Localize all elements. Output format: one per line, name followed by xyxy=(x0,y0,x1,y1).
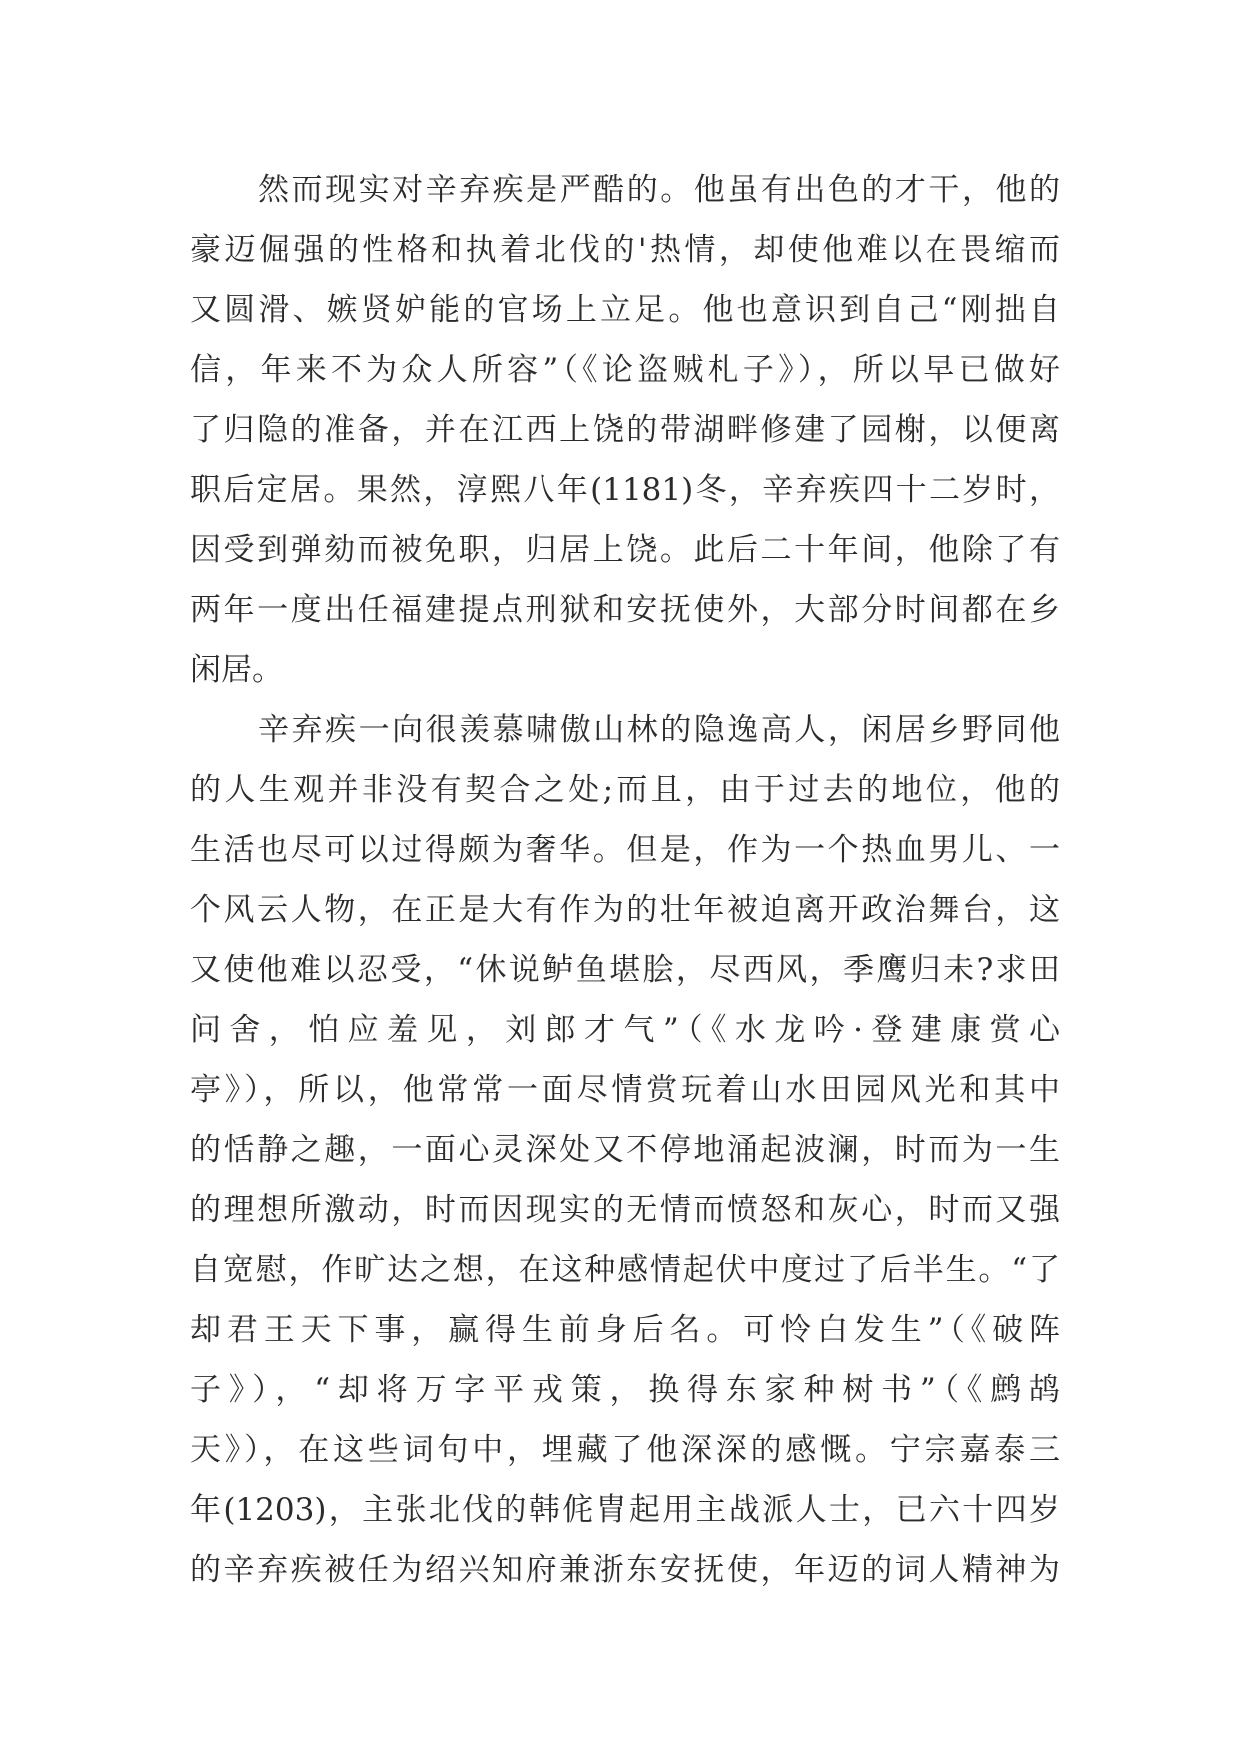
text-line: 辛弃疾一向很羡慕啸傲山林的隐逸高人，闲居乡野同他 xyxy=(258,712,1060,748)
text-line: 职后定居。果然，淳熙八年(1181)冬，辛弃疾四十二岁时， xyxy=(190,472,1060,508)
text-line: 闲居。 xyxy=(190,652,283,688)
text-line: 的辛弃疾被任为绍兴知府兼浙东安抚使，年迈的词人精神为 xyxy=(190,1552,1060,1588)
text-line: 的理想所激动，时而因现实的无情而愤怒和灰心，时而又强 xyxy=(190,1192,1060,1228)
text-line: 又圆滑、嫉贤妒能的官场上立足。他也意识到自己“刚拙自 xyxy=(190,292,1060,328)
paragraph xyxy=(190,700,1060,1600)
text-line: 又使他难以忍受，“休说鲈鱼堪脍，尽西风，季鹰归未?求田 xyxy=(190,952,1060,988)
text-line: 的恬静之趣，一面心灵深处又不停地涌起波澜，时而为一生 xyxy=(190,1132,1060,1168)
text-line: 信，年来不为众人所容”（《论盗贼札子》），所以早已做好 xyxy=(190,352,1060,388)
text-line: 子》），“却将万字平戎策，换得东家种树书”（《鹧鸪 xyxy=(190,1372,1060,1408)
text-line: 个风云人物，在正是大有作为的壮年被迫离开政治舞台，这 xyxy=(190,892,1060,928)
text-line: 然而现实对辛弃疾是严酷的。他虽有出色的才干，他的 xyxy=(258,172,1060,208)
text-line: 因受到弹劾而被免职，归居上饶。此后二十年间，他除了有 xyxy=(190,532,1060,568)
text-line: 却君王天下事，赢得生前身后名。可怜白发生”（《破阵 xyxy=(190,1312,1060,1348)
text-line: 的人生观并非没有契合之处;而且，由于过去的地位，他的 xyxy=(190,772,1060,808)
text-line: 两年一度出任福建提点刑狱和安抚使外，大部分时间都在乡 xyxy=(190,592,1060,628)
paragraph xyxy=(190,160,1060,700)
text-line: 天》），在这些词句中，埋藏了他深深的感慨。宁宗嘉泰三 xyxy=(190,1432,1060,1468)
text-line: 豪迈倔强的性格和执着北伐的'热情，却使他难以在畏缩而 xyxy=(190,232,1060,268)
text-line: 年(1203)，主张北伐的韩侂胄起用主战派人士，已六十四岁 xyxy=(190,1492,1060,1528)
text-line: 自宽慰，作旷达之想，在这种感情起伏中度过了后半生。“了 xyxy=(190,1252,1060,1288)
text-line: 问舍，怕应羞见，刘郎才气”（《水龙吟·登建康赏心 xyxy=(190,1012,1060,1048)
text-line: 了归隐的准备，并在江西上饶的带湖畔修建了园榭，以便离 xyxy=(190,412,1060,448)
text-line: 生活也尽可以过得颇为奢华。但是，作为一个热血男儿、一 xyxy=(190,832,1060,868)
document-body xyxy=(190,160,1060,1600)
text-line: 亭》），所以，他常常一面尽情赏玩着山水田园风光和其中 xyxy=(190,1072,1060,1108)
